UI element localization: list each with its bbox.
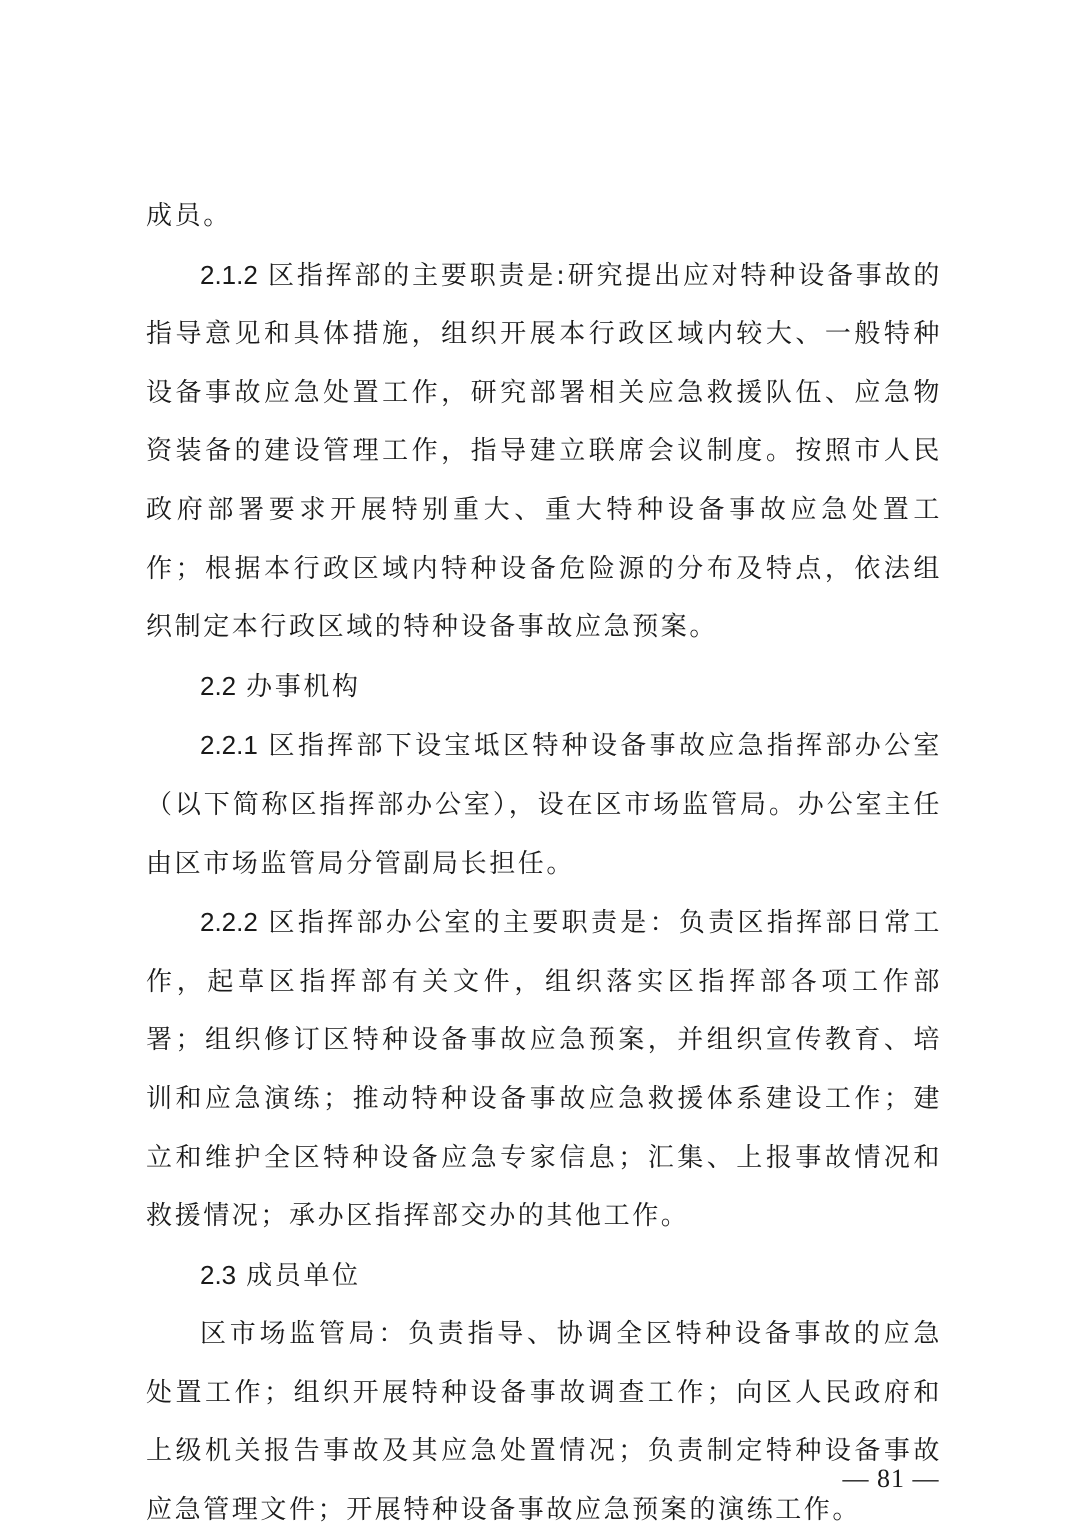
section-heading-text: 成员单位: [246, 1260, 361, 1291]
section-number: 2.1.2: [200, 259, 258, 290]
page-number: — 81 —: [842, 1464, 940, 1493]
document-body: [146, 187, 942, 1540]
paragraph-2-2-2: [146, 893, 942, 1246]
section-number: 2.2.2: [200, 907, 258, 938]
paragraph-text: 区市场监管局：负责指导、协调全区特种设备事故的应急处置工作；组织开展特种设备事故调查工作；向区人民政府和上级机关报告事故及其应急处置情况；负责制定特种设备事故应急管理文件；开展特种设备事故应急预案的演练工作。: [146, 1319, 942, 1526]
section-number: 2.2: [200, 670, 237, 701]
section-number: 2.3: [200, 1259, 237, 1290]
paragraph-market-supervision: [146, 1305, 942, 1539]
paragraph-text: 区指挥部办公室的主要职责是：负责区指挥部日常工作，起草区指挥部有关文件，组织落实区指挥部各项工作部署；组织修订区特种设备事故应急预案，并组织宣传教育、培训和应急演练；推动特种设备事故应急救援体系建设工作；建立和维护全区特种设备应急专家信息；汇集、上报事故情况和救援情况；承办区指挥部交办的其他工作。: [146, 908, 942, 1232]
section-heading-text: 办事机构: [246, 671, 361, 702]
paragraph-text: 区指挥部的主要职责是:研究提出应对特种设备事故的指导意见和具体措施，组织开展本行政区域内较大、一般特种设备事故应急处置工作，研究部署相关应急救援队伍、应急物资装备的建设管理工作，指导建立联席会议制度。按照市人民政府部署要求开展特别重大、重大特种设备事故应急处置工作；根据本行政区域内特种设备危险源的分布及特点，依法组织制定本行政区域的特种设备事故应急预案。: [146, 260, 942, 643]
paragraph-2-1-2: [146, 246, 942, 657]
section-heading-2-2: [146, 657, 942, 717]
paragraph-2-2-1: [146, 716, 942, 893]
paragraph-continuation: [146, 187, 942, 246]
paragraph-text: 区指挥部下设宝坻区特种设备事故应急指挥部办公室（以下简称区指挥部办公室），设在区市场监管局。办公室主任由区市场监管局分管副局长担任。: [146, 731, 942, 879]
section-heading-2-3: [146, 1246, 942, 1306]
paragraph-text: 成员。: [146, 201, 232, 231]
section-number: 2.2.1: [200, 730, 258, 761]
